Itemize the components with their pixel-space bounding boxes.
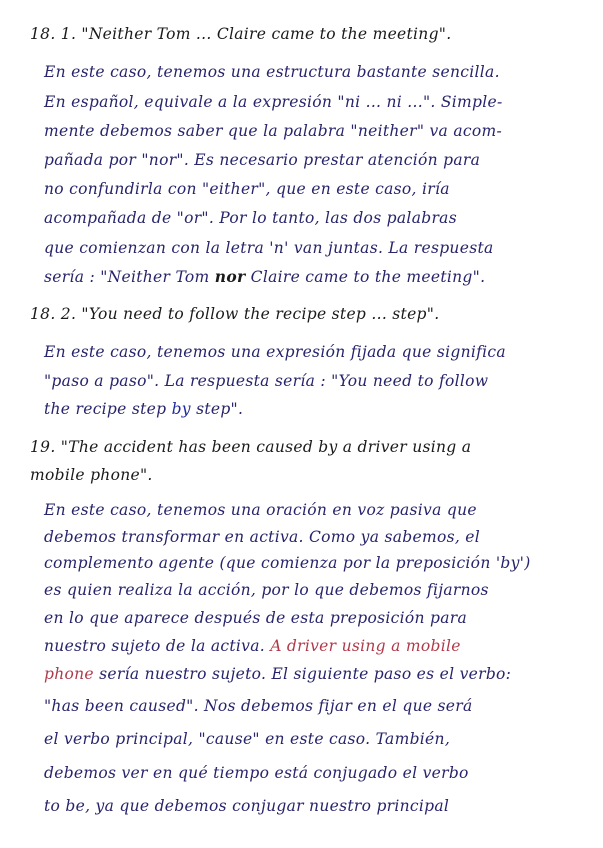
answer-line: En este caso, tenemos una expresión fijada que significa bbox=[44, 343, 506, 361]
answer-highlight-by: by bbox=[171, 400, 191, 418]
answer-line: no confundirla con "either", que en este caso, iría bbox=[44, 180, 450, 198]
answer-line: to be, ya que debemos conjugar nuestro principal bbox=[44, 797, 450, 815]
answer-line: "has been caused". Nos debemos fijar en el que será bbox=[44, 697, 473, 715]
answer-line-final bbox=[44, 267, 485, 287]
answer-line: debemos transformar en activa. Como ya sabemos, el bbox=[44, 528, 481, 546]
answer-text: step". bbox=[190, 400, 244, 418]
answer-highlight-subject: phone bbox=[44, 665, 94, 683]
answer-line: mente debemos saber que la palabra "neither" va acom- bbox=[44, 122, 503, 140]
answer-line: "paso a paso". La respuesta sería : "You need to follow bbox=[44, 372, 489, 390]
answer-line: En este caso, tenemos una oración en voz pasiva que bbox=[44, 501, 477, 519]
answer-highlight-subject: A driver using a mobile bbox=[270, 637, 461, 655]
answer-line: pañada por "nor". Es necesario prestar atención para bbox=[44, 151, 481, 169]
question-18-2: 18. 2. "You need to follow the recipe step ... step". bbox=[30, 305, 440, 323]
answer-line: que comienzan con la letra 'n' van juntas. La respuesta bbox=[44, 239, 494, 257]
answer-line: acompañada de "or". Por lo tanto, las dos palabras bbox=[44, 209, 457, 227]
question-19: 19. "The accident has been caused by a driver using a bbox=[30, 438, 472, 456]
answer-line: en lo que aparece después de esta preposición para bbox=[44, 609, 467, 627]
answer-text: the recipe step bbox=[44, 400, 172, 418]
answer-line-final bbox=[44, 399, 243, 419]
answer-text: sería : "Neither Tom bbox=[44, 268, 215, 286]
answer-line: En español, equivale a la expresión "ni ... ni ...". Simple- bbox=[44, 93, 503, 111]
answer-text: sería nuestro sujeto. El siguiente paso es el verbo: bbox=[93, 665, 512, 683]
answer-line: complemento agente (que comienza por la preposición 'by') bbox=[44, 554, 531, 572]
answer-line: En este caso, tenemos una estructura bastante sencilla. bbox=[44, 63, 500, 81]
answer-text: Claire came to the meeting". bbox=[245, 268, 486, 286]
question-19-cont: mobile phone". bbox=[30, 466, 153, 484]
answer-line bbox=[44, 664, 511, 684]
answer-line bbox=[44, 636, 461, 656]
answer-highlight-nor: nor bbox=[214, 267, 246, 286]
question-18-1: 18. 1. "Neither Tom ... Claire came to the meeting". bbox=[30, 25, 452, 43]
answer-line: es quien realiza la acción, por lo que debemos fijarnos bbox=[44, 581, 489, 599]
answer-line: el verbo principal, "cause" en este caso. También, bbox=[44, 730, 451, 748]
answer-line: debemos ver en qué tiempo está conjugado el verbo bbox=[44, 764, 469, 782]
answer-text: nuestro sujeto de la activa. bbox=[44, 637, 271, 655]
